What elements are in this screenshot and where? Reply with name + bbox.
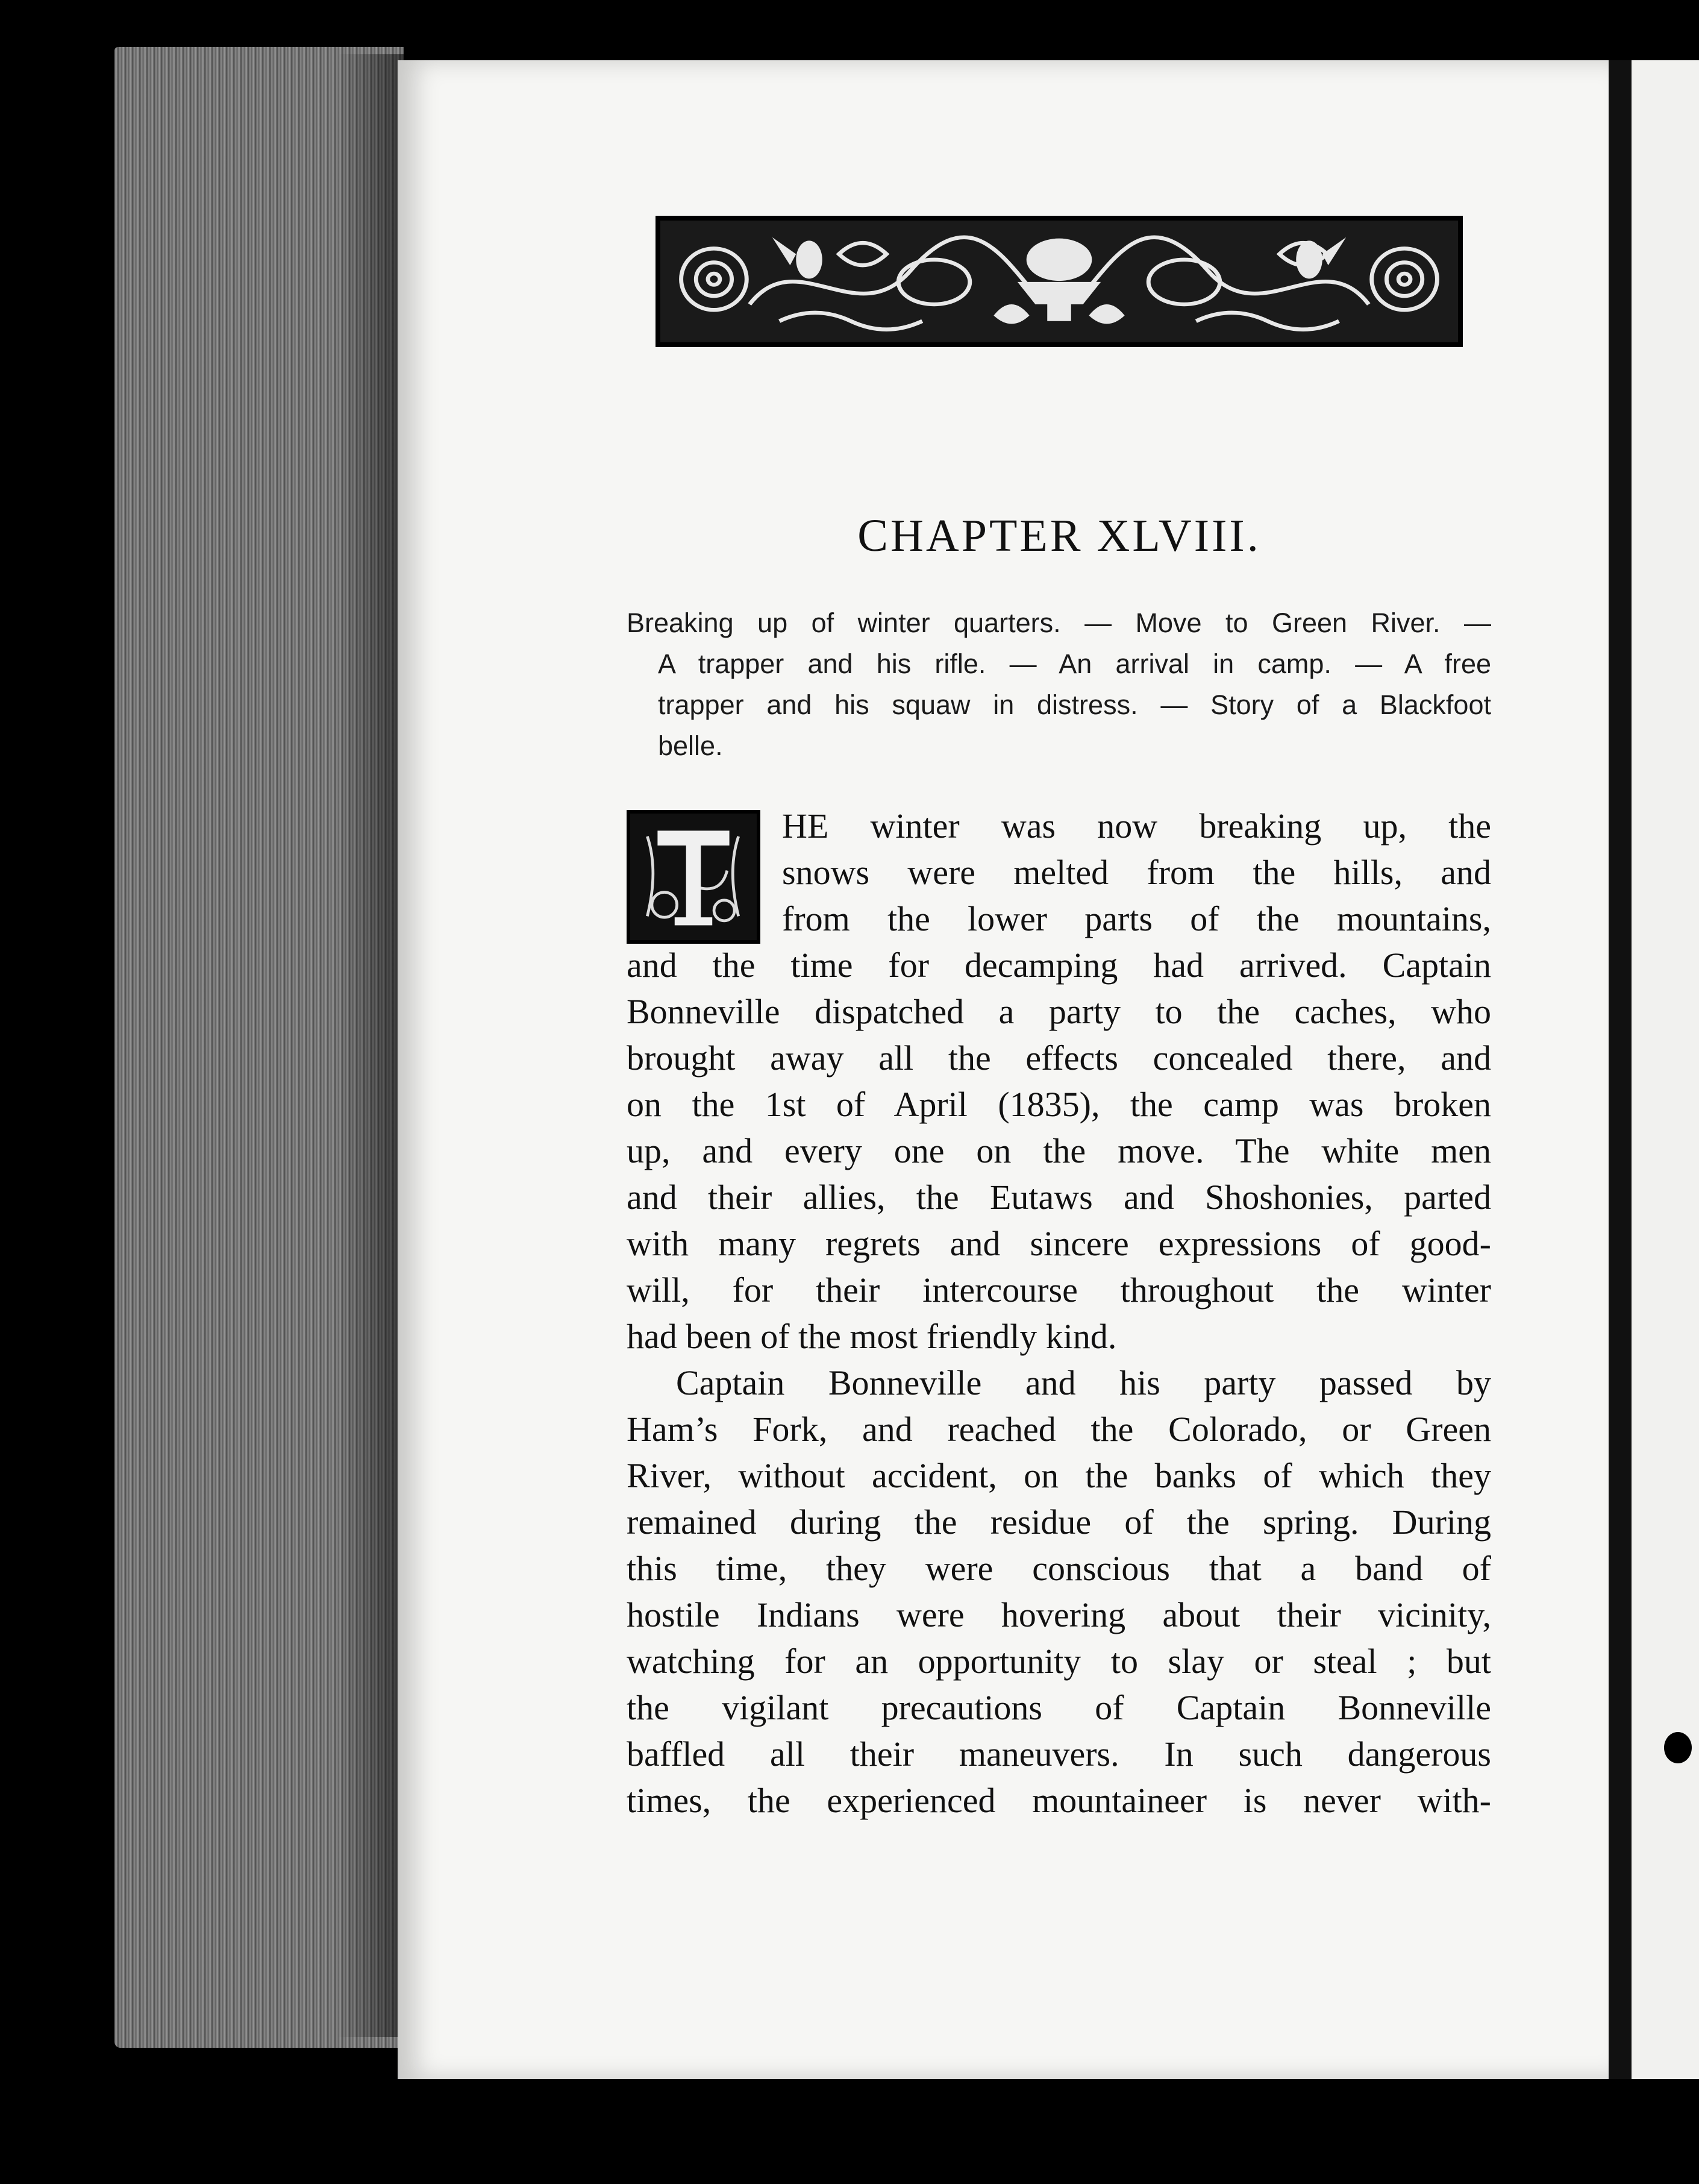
body-line: this time, they were conscious that a band of bbox=[627, 1549, 1491, 1588]
synopsis-line: A trapper and his rifle. — An arrival in camp. — A free bbox=[658, 648, 1491, 679]
body-line: up, and every one on the move. The white men bbox=[627, 1131, 1491, 1170]
synopsis-line: trapper and his squaw in distress. — Story of a Blackfoot bbox=[658, 689, 1491, 720]
body-text bbox=[627, 803, 1491, 1824]
body-line: with many regrets and sincere expressions of good- bbox=[627, 1224, 1491, 1263]
body-line: River, without accident, on the banks of which they bbox=[627, 1456, 1491, 1495]
body-line: snows were melted from the hills, and bbox=[782, 853, 1491, 892]
body-line: brought away all the effects concealed there, and bbox=[627, 1038, 1491, 1078]
body-line: Bonneville dispatched a party to the caches, who bbox=[627, 992, 1491, 1031]
body-line: HE winter was now breaking up, the bbox=[782, 806, 1491, 846]
body-line: remained during the residue of the spring. During bbox=[627, 1502, 1491, 1542]
body-line: and their allies, the Eutaws and Shoshonies, parted bbox=[627, 1178, 1491, 1217]
body-line: had been of the most friendly kind. bbox=[627, 1317, 1117, 1356]
facing-page-gutter bbox=[1609, 60, 1632, 2079]
body-line: and the time for decamping had arrived. Captain bbox=[627, 946, 1491, 985]
body-line: the vigilant precautions of Captain Bonneville bbox=[627, 1688, 1491, 1727]
body-line: from the lower parts of the mountains, bbox=[782, 899, 1491, 938]
body-line: Ham’s Fork, and reached the Colorado, or Green bbox=[627, 1410, 1491, 1449]
body-line: Captain Bonneville and his party passed by bbox=[676, 1363, 1491, 1402]
synopsis-line: Breaking up of winter quarters. — Move to Green River. — bbox=[627, 607, 1491, 638]
body-line: on the 1st of April (1835), the camp was broken bbox=[627, 1085, 1491, 1124]
ink-blot bbox=[1664, 1732, 1692, 1763]
facing-page bbox=[1632, 60, 1699, 2079]
synopsis-line: belle. bbox=[658, 730, 723, 761]
body-line: times, the experienced mountaineer is never with- bbox=[627, 1781, 1491, 1820]
ornament-headpiece-icon bbox=[656, 216, 1463, 347]
body-line: watching for an opportunity to slay or steal ; but bbox=[627, 1642, 1491, 1681]
page-edges-shadow bbox=[337, 54, 404, 2037]
chapter-title: CHAPTER XLVIII. bbox=[857, 510, 1261, 561]
body-line: will, for their intercourse throughout the winter bbox=[627, 1270, 1491, 1310]
body-line: baffled all their maneuvers. In such dangerous bbox=[627, 1734, 1491, 1774]
body-line: hostile Indians were hovering about their vicinity, bbox=[627, 1595, 1491, 1634]
chapter-synopsis bbox=[627, 603, 1491, 767]
